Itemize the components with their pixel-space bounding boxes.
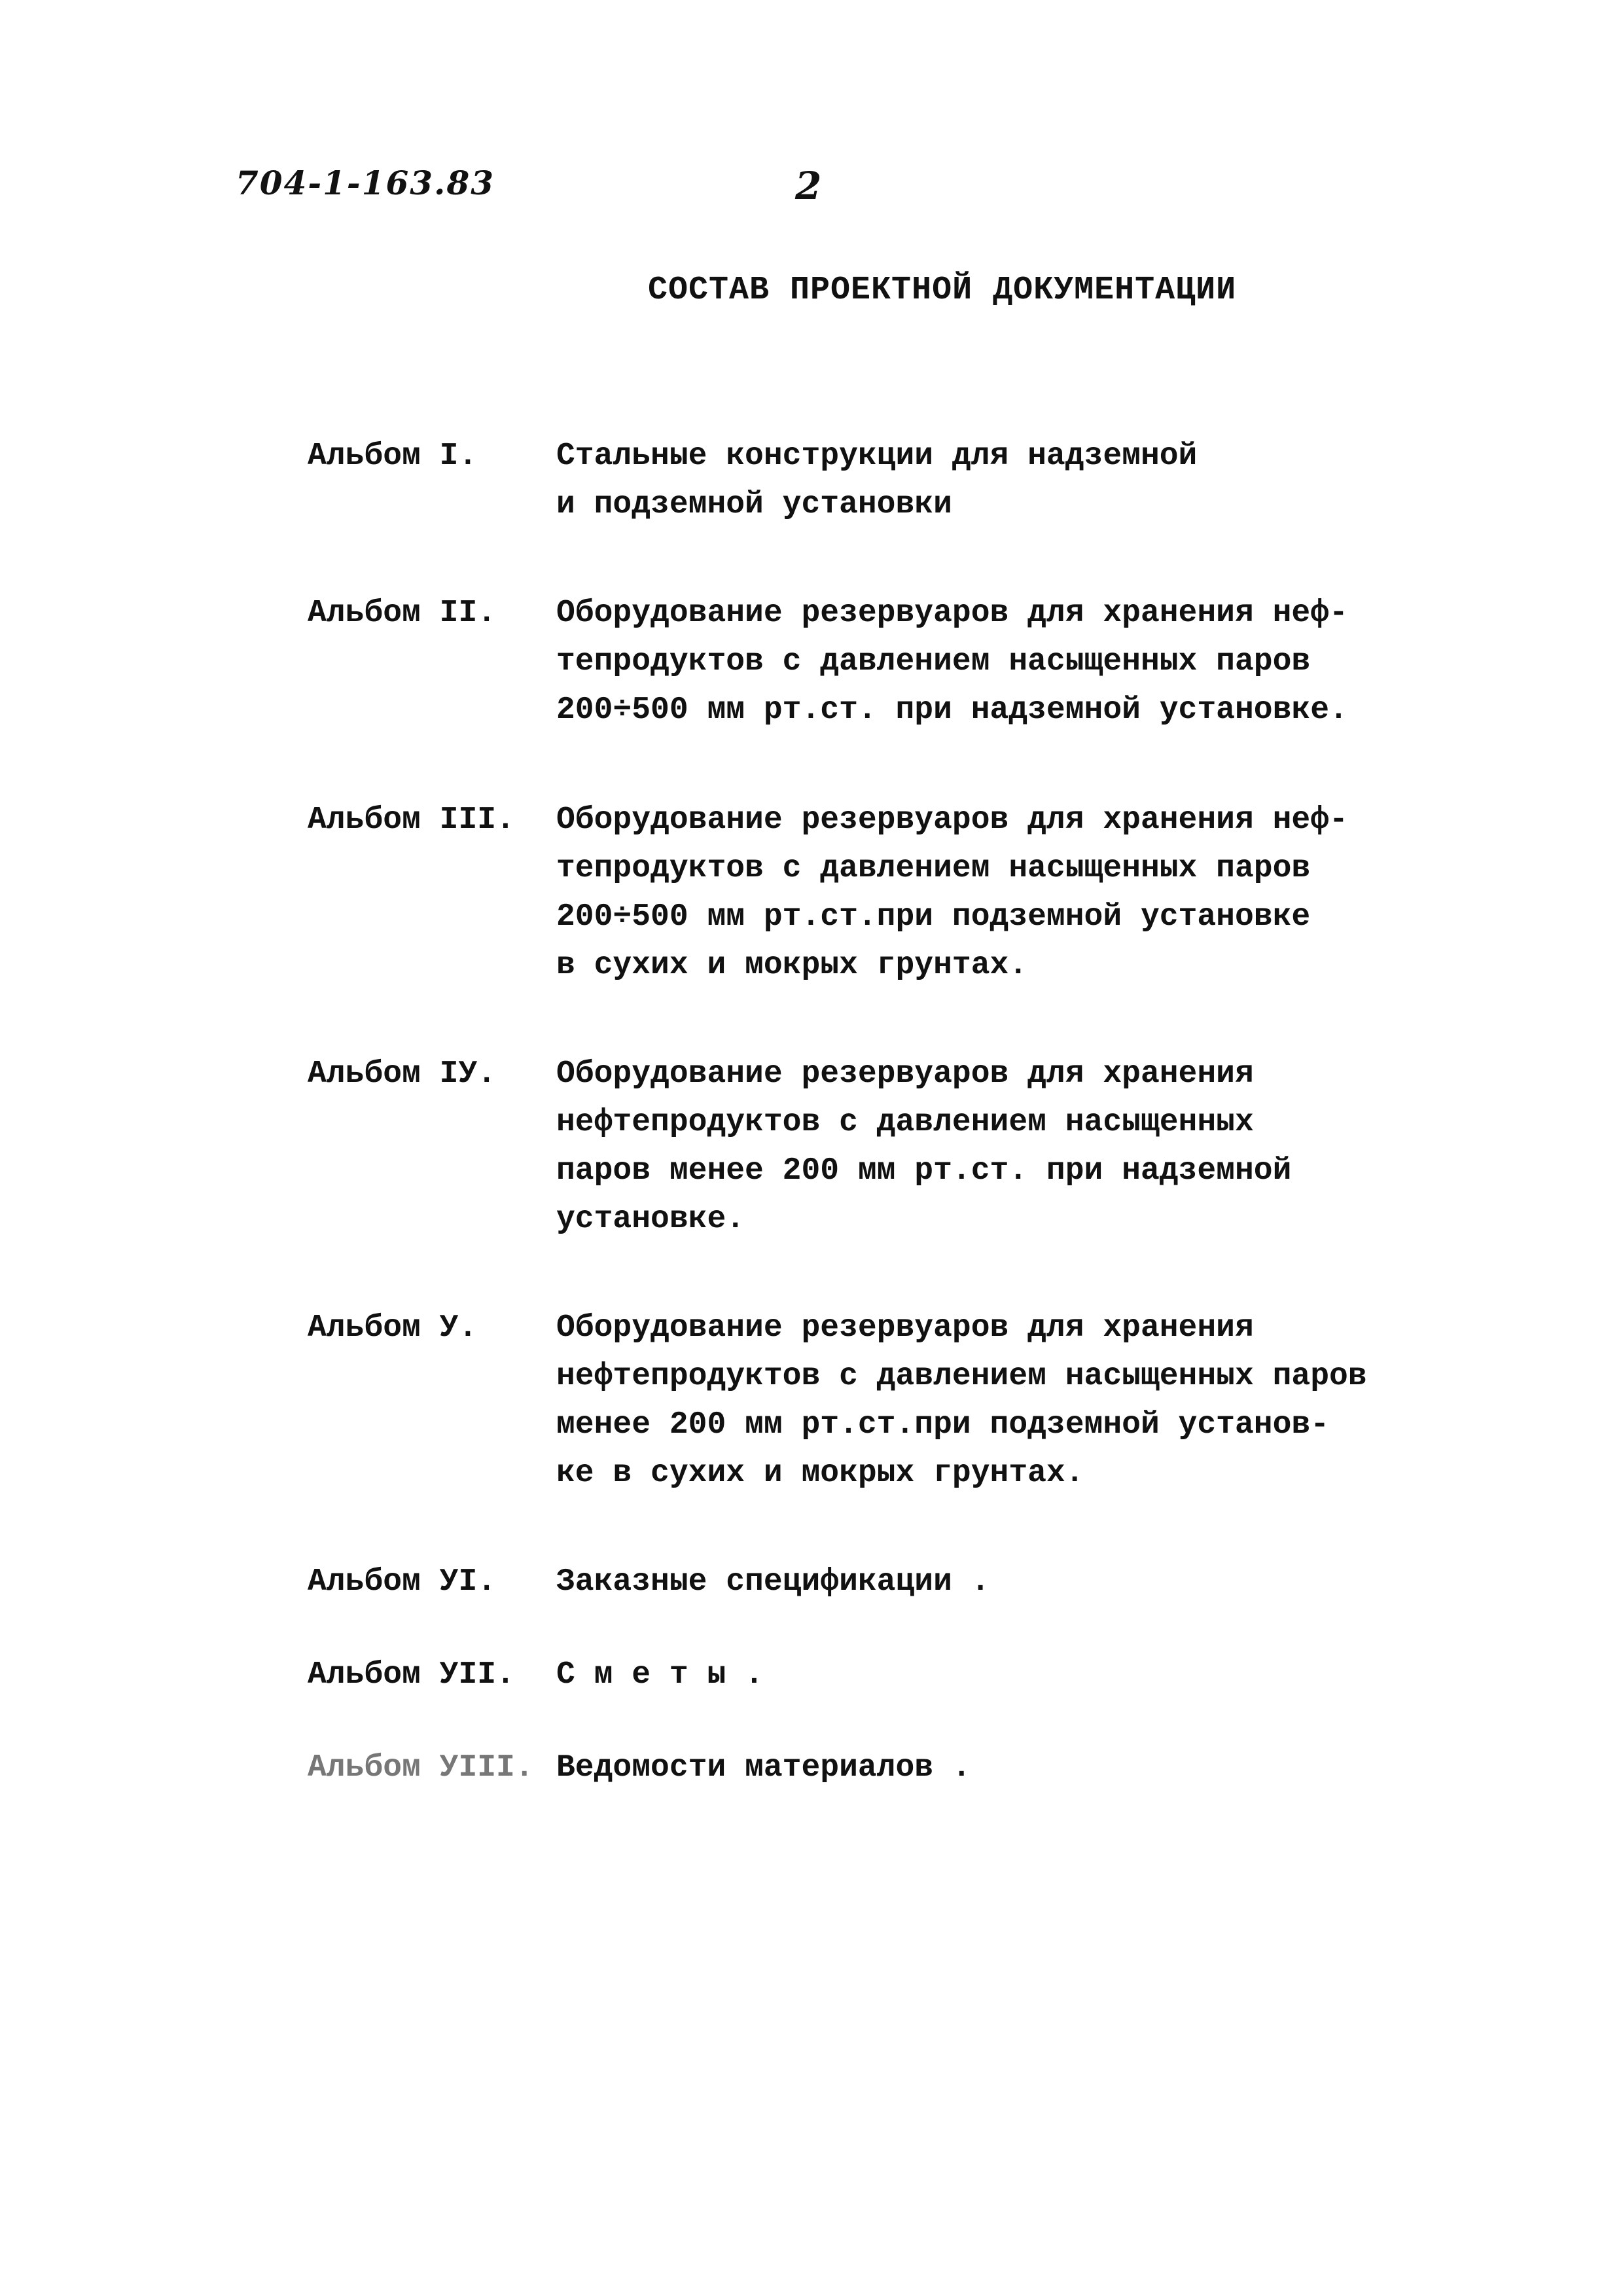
album-description-line: Оборудование резервуаров для хранения неф- [556, 802, 1348, 838]
album-entry-8 [308, 1744, 1420, 1792]
album-entry-4 [308, 1050, 1420, 1244]
album-description-line: нефтепродуктов с давлением насыщенных [556, 1105, 1254, 1140]
album-label: Альбом УIII. [308, 1750, 534, 1785]
album-description-line: в сухих и мокрых грунтах. [556, 948, 1028, 983]
document-code: 704-1-163.83 [236, 164, 495, 202]
album-description [556, 796, 1420, 990]
album-description-line: нефтепродуктов с давлением насыщенных паров [556, 1359, 1367, 1394]
album-description [556, 1050, 1420, 1244]
album-description-line: Заказные спецификации . [556, 1564, 990, 1600]
album-description [556, 1744, 1420, 1792]
page-title: СОСТАВ ПРОЕКТНОЙ ДОКУМЕНТАЦИИ [648, 272, 1237, 309]
album-label: Альбом III. [308, 802, 515, 838]
album-description-line: С м е т ы . [556, 1657, 764, 1693]
album-label: Альбом У. [308, 1310, 478, 1346]
album-description-line: 200÷500 мм рт.ст. при надземной установке. [556, 692, 1348, 728]
album-description-line: тепродуктов с давлением насыщенных паров [556, 644, 1311, 679]
album-description-line: и подземной установки [556, 487, 952, 522]
album-description-line: 200÷500 мм рт.ст.при подземной установке [556, 899, 1311, 935]
album-description-line: Стальные конструкции для надземной [556, 439, 1198, 474]
album-description [556, 432, 1420, 529]
album-label: Альбом I. [308, 439, 478, 474]
album-label: Альбом IУ. [308, 1056, 497, 1092]
page-number: 2 [795, 164, 822, 208]
album-description [556, 1651, 1420, 1699]
album-entry-2 [308, 589, 1420, 734]
album-description-line: менее 200 мм рт.ст.при подземной установ- [556, 1407, 1329, 1443]
album-description [556, 1304, 1420, 1498]
album-label: Альбом II. [308, 596, 497, 631]
album-description-line: Оборудование резервуаров для хранения [556, 1056, 1254, 1092]
album-description [556, 589, 1420, 734]
album-description-line: ке в сухих и мокрых грунтах. [556, 1456, 1084, 1491]
album-entry-3 [308, 796, 1420, 990]
album-entry-7 [308, 1651, 1420, 1699]
album-description-line: тепродуктов с давлением насыщенных паров [556, 851, 1311, 886]
album-label: Альбом УII. [308, 1657, 515, 1693]
album-description-line: Оборудование резервуаров для хранения неф- [556, 596, 1348, 631]
album-description-line: Оборудование резервуаров для хранения [556, 1310, 1254, 1346]
album-description-line: установке. [556, 1202, 745, 1237]
album-entry-5 [308, 1304, 1420, 1498]
album-description-line: Ведомости материалов . [556, 1750, 971, 1785]
album-description [556, 1558, 1420, 1606]
album-entry-1 [308, 432, 1420, 529]
album-list [308, 432, 1420, 1792]
album-entry-6 [308, 1558, 1420, 1606]
album-label: Альбом УI. [308, 1564, 497, 1600]
album-description-line: паров менее 200 мм рт.ст. при надземной [556, 1153, 1292, 1189]
